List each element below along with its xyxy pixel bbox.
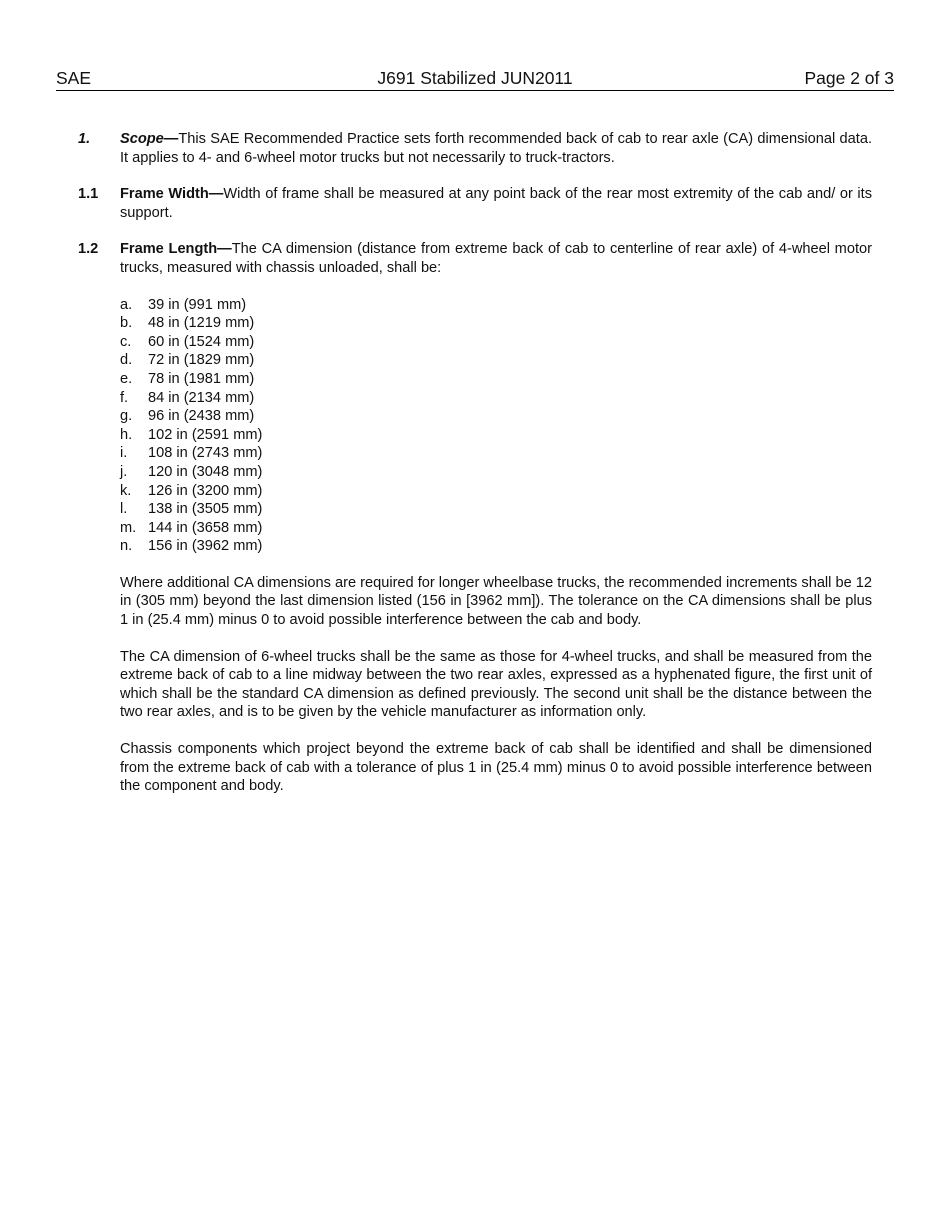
header-page-number: Page 2 of 3 bbox=[804, 68, 894, 88]
list-item-text: 102 in (2591 mm) bbox=[148, 426, 263, 443]
list-item bbox=[120, 407, 872, 426]
section-text: The CA dimension (distance from extreme back of cab to centerline of rear axle) of 4-wheel motor trucks, measured with chassis unloaded, shall be: bbox=[120, 241, 872, 276]
page-header bbox=[56, 68, 894, 91]
list-item-text: 96 in (2438 mm) bbox=[148, 408, 255, 425]
list-item-text: 138 in (3505 mm) bbox=[148, 501, 263, 518]
list-item-text: 48 in (1219 mm) bbox=[148, 315, 255, 332]
section-text: Width of frame shall be measured at any point back of the rear most extremity of the cab and/ or its support. bbox=[120, 186, 872, 221]
list-item bbox=[120, 444, 872, 463]
list-item-text: 120 in (3048 mm) bbox=[148, 463, 263, 480]
list-item bbox=[120, 500, 872, 519]
list-item bbox=[120, 333, 872, 352]
list-item-text: 108 in (2743 mm) bbox=[148, 445, 263, 462]
list-marker: h. bbox=[120, 426, 133, 443]
list-marker: n. bbox=[120, 538, 133, 555]
list-item-text: 72 in (1829 mm) bbox=[148, 352, 255, 369]
list-marker: f. bbox=[120, 389, 129, 406]
list-item-text: 156 in (3962 mm) bbox=[148, 538, 263, 555]
paragraph-increments: Where additional CA dimensions are required for longer wheelbase trucks, the recommended increments shall be 12 in (305 mm) beyond the last dimension listed (156 in [3962 mm]). The tolerance on the CA dimensions shall be plus 1 in (25.4 mm) minus 0 to avoid possible interference between the cab and body. bbox=[120, 574, 872, 629]
list-item bbox=[120, 370, 872, 389]
document-body bbox=[78, 130, 872, 814]
ca-dimension-list bbox=[120, 296, 872, 556]
list-marker: m. bbox=[120, 519, 137, 536]
list-item bbox=[120, 482, 872, 501]
list-item bbox=[120, 537, 872, 556]
list-item bbox=[120, 389, 872, 408]
section-text: This SAE Recommended Practice sets forth recommended back of cab to rear axle (CA) dimensional data. It applies to 4- and 6-wheel motor trucks but not necessarily to truck-tractors. bbox=[120, 131, 872, 166]
paragraph-six-wheel: The CA dimension of 6-wheel trucks shall be the same as those for 4-wheel trucks, and shall be measured from the extreme back of cab to a line midway between the two rear axles, expressed as a hyphenated figure, the first unit of which shall be the standard CA dimension as defined previously. The second unit shall be the distance between the two rear axles, and is to be given by the vehicle manufacturer as information only. bbox=[120, 648, 872, 721]
paragraph-chassis-components: Chassis components which project beyond the extreme back of cab shall be identified and shall be dimensioned from the extreme back of cab with a tolerance of plus 1 in (25.4 mm) minus 0 to avoid possible interference between the component and body. bbox=[120, 741, 872, 795]
list-item bbox=[120, 463, 872, 482]
list-marker: j. bbox=[120, 463, 128, 480]
section-number: 1.2 bbox=[78, 241, 99, 258]
list-marker: l. bbox=[120, 501, 128, 518]
list-marker: e. bbox=[120, 370, 133, 387]
list-marker: i. bbox=[120, 445, 128, 462]
list-marker: k. bbox=[120, 482, 132, 499]
list-item-text: 39 in (991 mm) bbox=[148, 296, 247, 313]
list-item-text: 126 in (3200 mm) bbox=[148, 482, 263, 499]
section-title: Frame Width— bbox=[120, 186, 224, 203]
list-item bbox=[120, 519, 872, 538]
list-item bbox=[120, 296, 872, 315]
section-frame-length bbox=[78, 240, 872, 795]
list-item bbox=[120, 426, 872, 445]
list-marker: b. bbox=[120, 315, 133, 332]
list-marker: a. bbox=[120, 296, 133, 313]
section-frame-width bbox=[78, 185, 872, 222]
section-number: 1. bbox=[78, 131, 91, 147]
section-number: 1.1 bbox=[78, 186, 99, 203]
list-marker: g. bbox=[120, 408, 133, 425]
list-marker: d. bbox=[120, 352, 133, 369]
list-item-text: 84 in (2134 mm) bbox=[148, 389, 255, 406]
list-item bbox=[120, 314, 872, 333]
list-item-text: 144 in (3658 mm) bbox=[148, 519, 263, 536]
list-item-text: 60 in (1524 mm) bbox=[148, 333, 255, 350]
list-item bbox=[120, 351, 872, 370]
list-marker: c. bbox=[120, 333, 132, 350]
section-scope bbox=[78, 130, 872, 167]
section-title: Scope— bbox=[120, 131, 179, 147]
header-organization: SAE bbox=[56, 68, 92, 88]
list-item-text: 78 in (1981 mm) bbox=[148, 370, 255, 387]
header-document-id: J691 Stabilized JUN2011 bbox=[377, 68, 573, 88]
section-title: Frame Length— bbox=[120, 241, 232, 258]
